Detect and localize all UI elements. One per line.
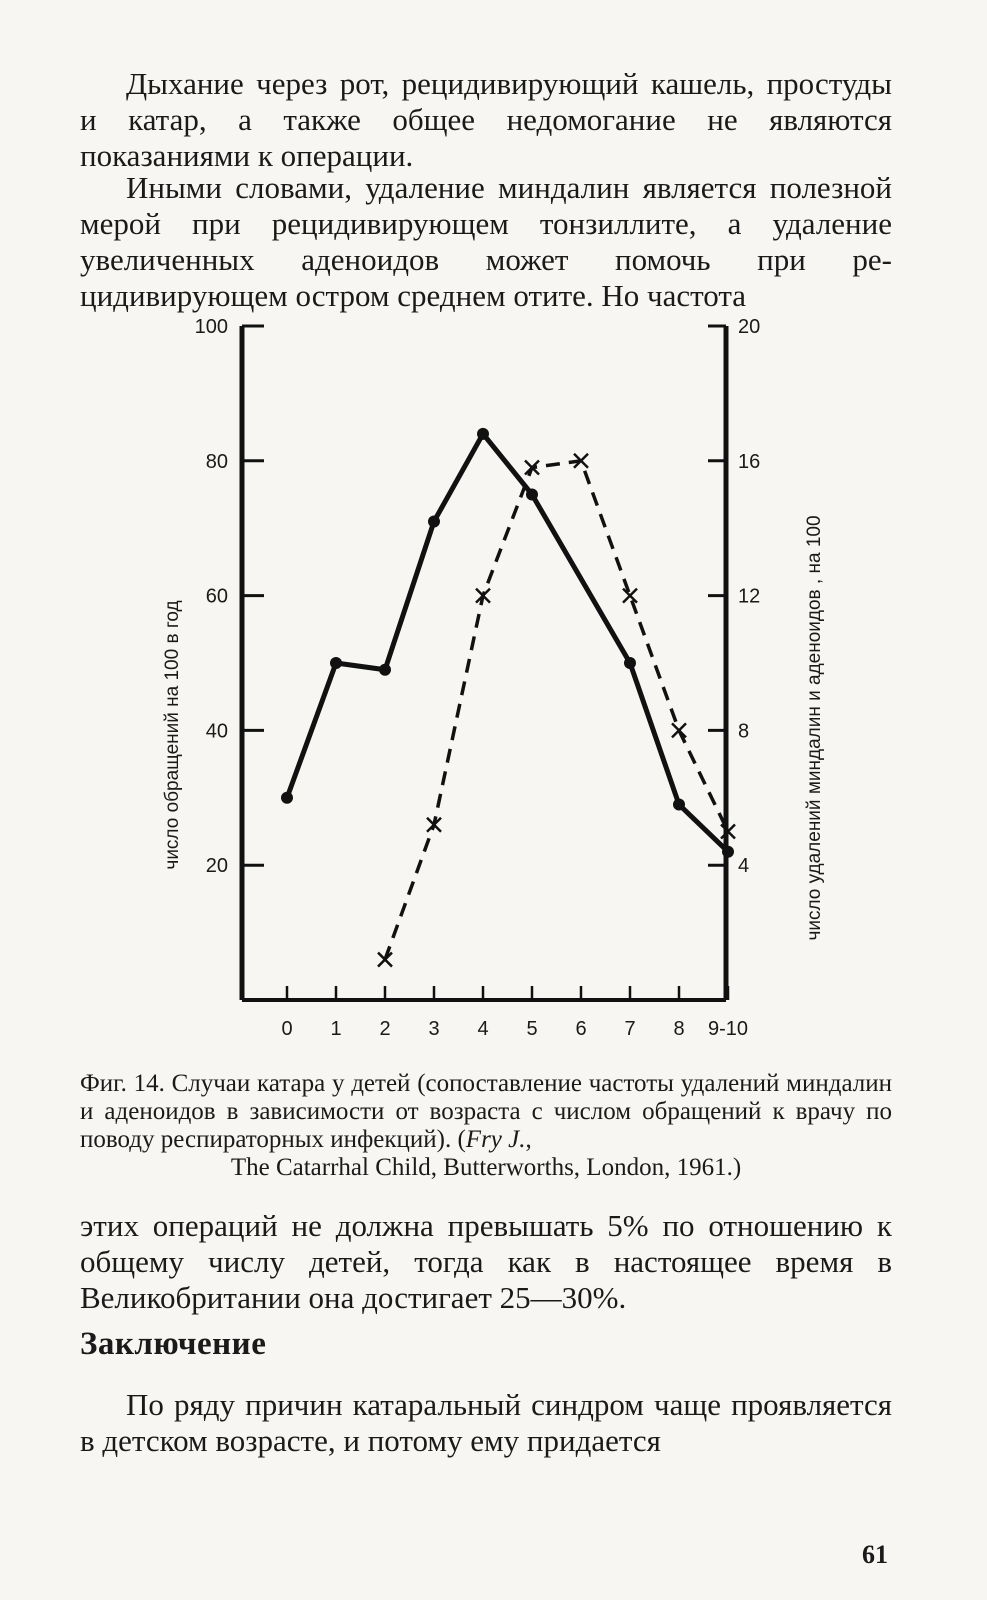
- chart-series-layer: [281, 428, 735, 967]
- figure-caption: Фиг. 14. Случаи катара у детей (сопоставление частоты удалений миндалин и аденоидов в зависимости от возраста с числом обращений к врачу по поводу респираторных инфекций). (Fry J., The Catarrhal Child, Butterworths, London, 1961.): [80, 1070, 892, 1181]
- left-tick-label-80: 80: [205, 450, 228, 473]
- paragraph-4: По ряду причин катаральный синдром чаще проявляется в детском возрасте, и потому ему придается: [80, 1387, 892, 1458]
- caption-main: Фиг. 14. Случаи катара у детей (сопоставление частоты удалений миндалин и аденоидов в зависимости от возраста с числом обращений к врачу по поводу респираторных инфекций). (: [80, 1070, 892, 1153]
- point-consultations-5: [526, 489, 538, 501]
- left-tick-label-60: 60: [205, 585, 228, 608]
- figure-14-chart: [140, 310, 840, 1055]
- caption-author: Fry J.: [465, 1126, 526, 1153]
- point-consultations-0: [281, 792, 293, 804]
- right-tick-label-20: 20: [738, 316, 761, 338]
- x-tick-label-5: 5: [526, 1018, 538, 1040]
- y-axis-label-right: число удалений миндалин и аденоидов , на 100: [804, 515, 825, 941]
- point-consultations-1: [330, 657, 342, 669]
- point-consultations-3: [428, 515, 440, 527]
- page-number: 61: [862, 1540, 888, 1569]
- paragraph-1: Дыхание через рот, рецидивирующий кашель, простуды и катар, а также общее недомогание не являются показаниями к операции.: [80, 66, 892, 173]
- point-consultations-4: [477, 428, 489, 440]
- x-tick-label-0: 0: [281, 1018, 293, 1040]
- x-tick-label-6: 6: [575, 1018, 587, 1040]
- x-tick-label-9-10: 9-10: [707, 1018, 749, 1040]
- right-tick-label-4: 4: [738, 855, 750, 878]
- left-tick-label-40: 40: [205, 720, 228, 743]
- x-tick-label-8: 8: [673, 1018, 685, 1040]
- chart-axes: [195, 316, 761, 1040]
- caption-source: The Catarrhal Child, Butterworths, London, 1961.): [230, 1154, 742, 1181]
- x-tick-label-2: 2: [379, 1018, 391, 1040]
- left-tick-label-20: 20: [205, 855, 228, 878]
- point-removals-8: [672, 723, 686, 737]
- point-consultations-8: [673, 799, 685, 811]
- x-tick-label-3: 3: [428, 1018, 440, 1040]
- point-consultations-2: [379, 664, 391, 676]
- right-tick-label-12: 12: [738, 585, 761, 608]
- paragraph-2: Иными словами, удаление миндалин является полезной мерой при рецидивирующем тонзиллите, а удаление увеличенных аденоидов может помочь при рецидивирующем остром среднем отите. Но частота: [80, 170, 892, 313]
- y-axis-label-left: число обращений на 100 в год: [162, 600, 183, 870]
- series-line-consultations: [287, 434, 728, 852]
- right-tick-label-16: 16: [738, 450, 761, 473]
- section-heading: Заключение: [80, 1326, 267, 1362]
- right-tick-label-8: 8: [738, 720, 750, 743]
- paragraph-3: этих операций не должна превышать 5% по отношению к общему числу детей, тогда как в настоящее время в Великобритании она достигает 25—30%.: [80, 1208, 892, 1315]
- point-consultations-9: [722, 846, 734, 858]
- x-tick-label-1: 1: [330, 1018, 342, 1040]
- point-consultations-7: [624, 657, 636, 669]
- x-tick-label-4: 4: [477, 1018, 489, 1040]
- left-tick-label-100: 100: [194, 316, 228, 338]
- x-tick-label-7: 7: [624, 1018, 636, 1040]
